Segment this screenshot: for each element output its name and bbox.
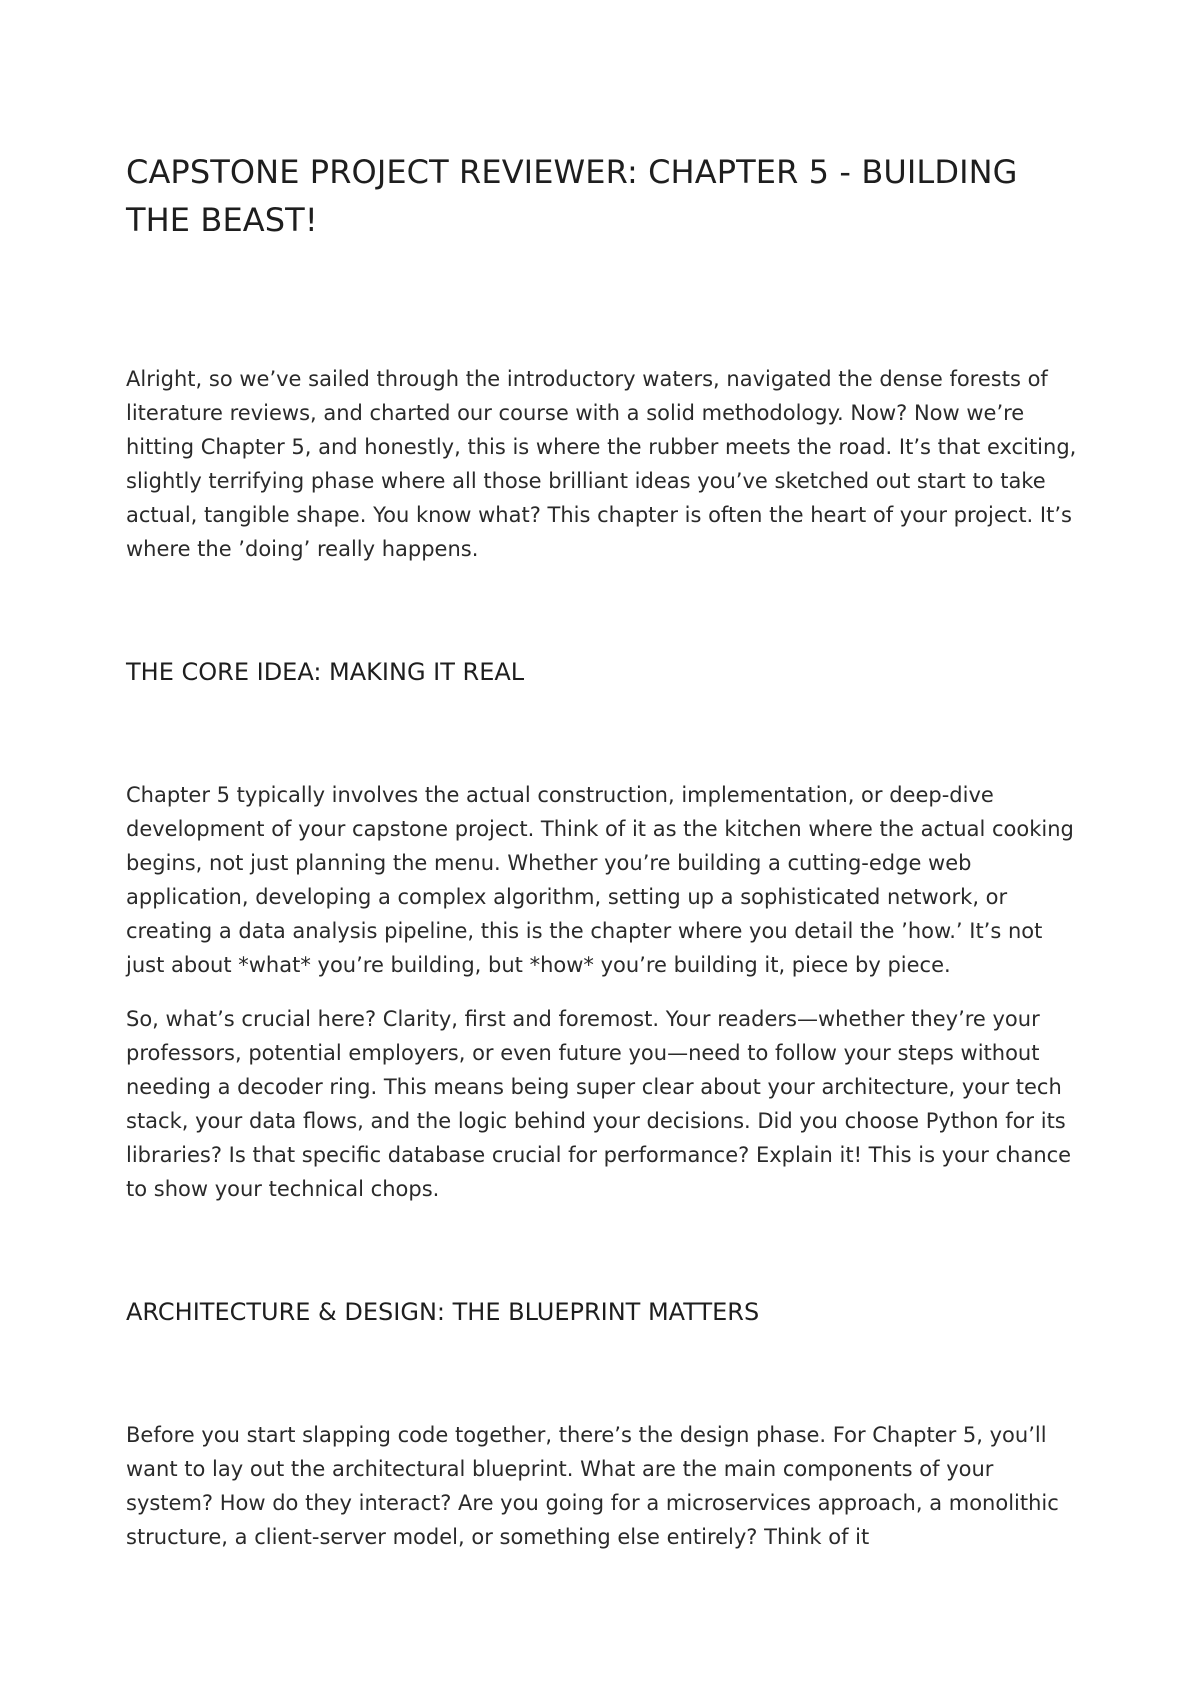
architecture-paragraph-1: Before you start slapping code together, there’s the design phase. For Chapter 5, you’ll want to lay out the architectural blueprint. What are the main components of your system? How do they interact? Are you going for a microservices approach, a monolithic structure, a client-server model, or something else entirely? Think of it bbox=[126, 1423, 1059, 1549]
intro-paragraph: Alright, so we’ve sailed through the introductory waters, navigated the dense forests of literature reviews, and charted our course with a solid methodology. Now? Now we’re hitting Chapter 5, and honestly, this is where the rubber meets the road. It’s that exciting, slightly terrifying phase where all those brilliant ideas you’ve sketched out start to take actual, tangible shape. You know what? This chapter is often the heart of your project. It’s where the ’doing’ really happens. bbox=[126, 367, 1077, 561]
section-heading-core-idea: THE CORE IDEA: MAKING IT REAL bbox=[126, 658, 525, 686]
spacer bbox=[126, 1206, 1086, 1296]
spacer bbox=[126, 688, 1086, 778]
spacer bbox=[126, 566, 1086, 656]
spacer bbox=[126, 244, 1086, 362]
document-title: CAPSTONE PROJECT REVIEWER: CHAPTER 5 - BUILDING THE BEAST! bbox=[126, 153, 1018, 239]
core-idea-paragraph-2: So, what’s crucial here? Clarity, first and foremost. Your readers—whether they’re your professors, potential employers, or even future you—need to follow your steps without needing a decoder ring. This means being super clear about your architecture, your tech stack, your data flows, and the logic behind your decisions. Did you choose Python for its libraries? Is that specific database crucial for performance? Explain it! This is your chance to show your technical chops. bbox=[126, 1007, 1072, 1201]
spacer bbox=[126, 1328, 1086, 1418]
section-heading-architecture: ARCHITECTURE & DESIGN: THE BLUEPRINT MATTERS bbox=[126, 1298, 760, 1326]
core-idea-paragraph-1: Chapter 5 typically involves the actual construction, implementation, or deep-dive development of your capstone project. Think of it as the kitchen where the actual cooking begins, not just planning the menu. Whether you’re building a cutting-edge web application, developing a complex algorithm, setting up a sophisticated network, or creating a data analysis pipeline, this is the chapter where you detail the ’how.’ It’s not just about *what* you’re building, but *how* you’re building it, piece by piece. bbox=[126, 783, 1074, 977]
spacer bbox=[126, 982, 1086, 1002]
document-body bbox=[126, 148, 1086, 1554]
